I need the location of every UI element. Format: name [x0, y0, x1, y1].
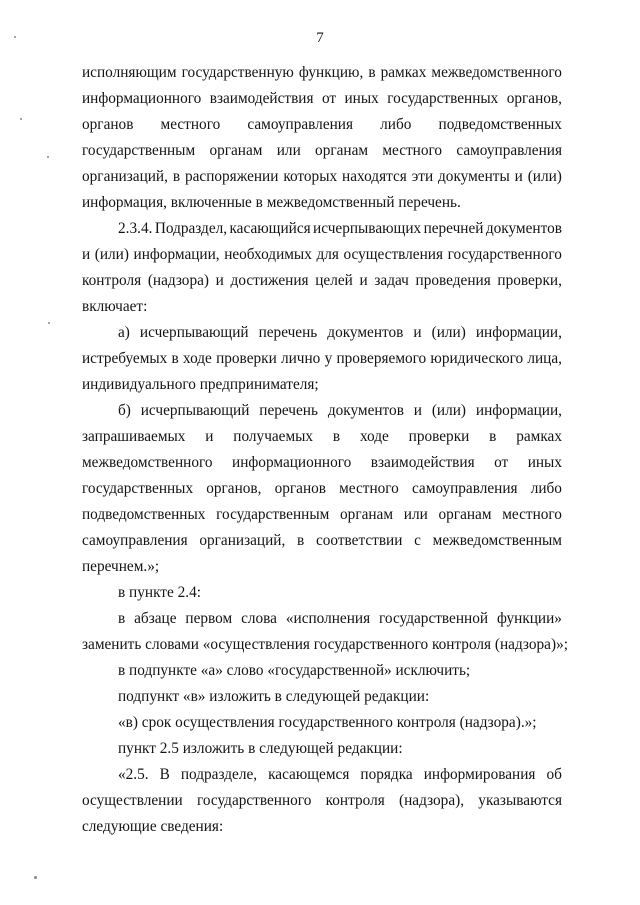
text-line: запрашиваемых и получаемых в ходе проверки в рамках [82, 428, 562, 445]
text-line: осуществлении государственного контроля (надзора), указываются [82, 792, 562, 809]
page-number: 7 [316, 30, 324, 46]
text-line: 2.3.4. Подраздел, касающийся исчерпывающих перечней документов [118, 220, 562, 237]
scan-speck [34, 876, 37, 879]
paragraph [82, 580, 562, 606]
scan-speck [20, 118, 22, 120]
text-line: государственных органов, органов местного самоуправления либо [82, 480, 562, 497]
text-line: органов местного самоуправления либо подведомственных [82, 116, 562, 133]
paragraph [82, 658, 562, 684]
text-line: информационного взаимодействия от иных государственных органов, [82, 90, 562, 107]
text-line: перечнем.»; [82, 558, 160, 575]
text-line: контроля (надзора) и достижения целей и задач проведения проверки, [82, 272, 562, 289]
paragraph [82, 736, 562, 762]
paragraph [82, 684, 562, 710]
text-line: следующие сведения: [82, 818, 224, 835]
text-line: организаций, в распоряжении которых находятся эти документы и (или) [82, 168, 562, 185]
text-line: самоуправления организаций, в соответствии с межведомственным [82, 532, 562, 549]
paragraph [82, 398, 562, 580]
paragraph [82, 710, 562, 736]
text-line: государственным органам или органам местного самоуправления [82, 142, 562, 159]
scan-speck [47, 156, 49, 158]
text-line: а) исчерпывающий перечень документов и (или) информации, [118, 324, 562, 341]
text-line: информация, включенные в межведомственный перечень. [82, 194, 461, 211]
text-line: в абзаце первом слова «исполнения государственной функции» [118, 610, 562, 627]
text-line: межведомственного информационного взаимодействия от иных [82, 454, 562, 471]
text-line: в пункте 2.4: [118, 584, 201, 601]
text-line: подпункт «в» изложить в следующей редакции: [118, 688, 430, 705]
paragraph [82, 60, 562, 216]
text-line: пункт 2.5 изложить в следующей редакции: [118, 740, 403, 757]
text-line: и (или) информации, необходимых для осуществления государственного [82, 246, 562, 263]
document-body [82, 60, 568, 840]
text-line: индивидуального предпринимателя; [82, 376, 319, 393]
text-line: истребуемых в ходе проверки лично у проверяемого юридического лица, [82, 350, 562, 367]
text-line: заменить словами «осуществления государственного контроля (надзора)»; [82, 636, 568, 653]
text-line: б) исчерпывающий перечень документов и (или) информации, [118, 402, 562, 419]
paragraph [82, 606, 568, 658]
text-line: исполняющим государственную функцию, в рамках межведомственного [82, 64, 562, 81]
text-line: в подпункте «а» слово «государственной» исключить; [118, 662, 471, 679]
scan-speck [14, 36, 16, 38]
paragraph [82, 320, 562, 398]
text-line: включает: [82, 298, 148, 315]
paragraph [82, 216, 562, 320]
paragraph [82, 762, 562, 840]
text-line: «в) срок осуществления государственного контроля (надзора).»; [118, 714, 537, 731]
text-line: «2.5. В подразделе, касающемся порядка информирования об [118, 766, 562, 783]
scan-speck [48, 322, 50, 324]
text-line: подведомственных государственным органам или органам местного [82, 506, 562, 523]
